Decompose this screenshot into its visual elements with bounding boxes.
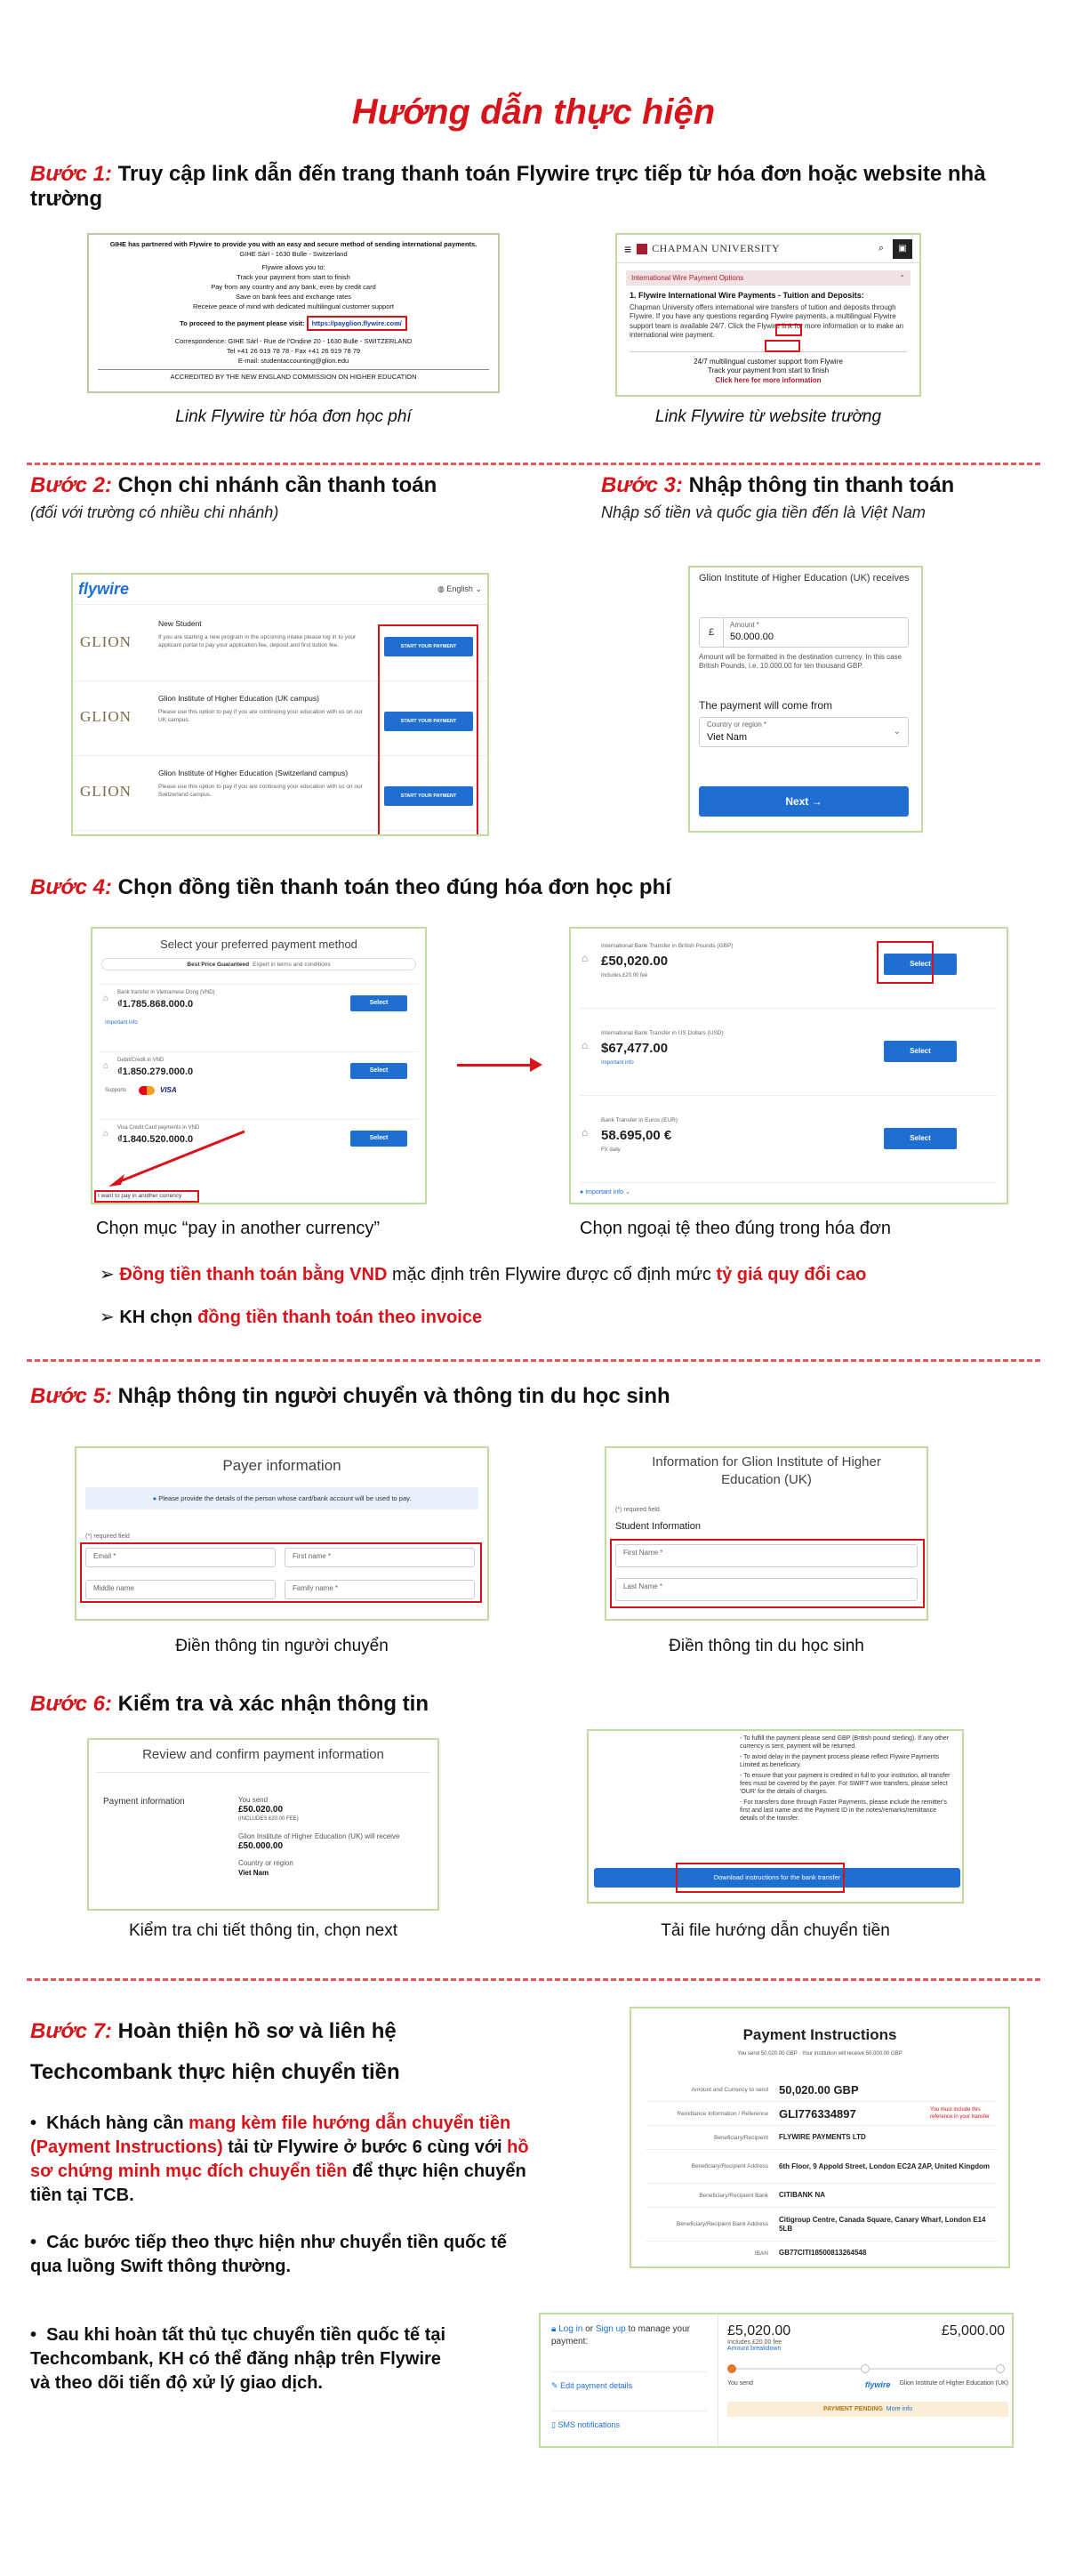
- globe-icon: ◍: [437, 584, 445, 593]
- country-value: Viet Nam: [707, 732, 748, 743]
- highlight-box: [775, 324, 802, 336]
- option-kind: International Bank Transfer in US Dollars (USD): [601, 1030, 724, 1036]
- b1-pre: Khách hàng cần: [46, 2113, 189, 2133]
- highlight-box: [80, 1542, 482, 1603]
- invoice-flywire-link[interactable]: https://payglion.flywire.com/: [307, 316, 407, 331]
- option-amount: ₫1.785.868.000.0: [117, 999, 194, 1010]
- bullet-dot-icon: •: [30, 2113, 47, 2133]
- pi-key: Beneficiary/Recipient Bank Address: [677, 2221, 768, 2227]
- pi-hint: You must include this reference in your transfer: [930, 2107, 991, 2120]
- bullet-arrow-icon: ➢: [100, 1265, 115, 1284]
- step1-caption-left: Link Flywire từ hóa đơn học phí: [175, 407, 412, 426]
- country-value: Viet Nam: [238, 1869, 269, 1877]
- pi-key: Remittance Information / Reference: [677, 2110, 768, 2117]
- pi-title: Payment Instructions: [742, 2026, 897, 2043]
- language-label: English: [446, 584, 473, 593]
- start-payment-button[interactable]: START YOUR PAYMENT: [384, 786, 473, 806]
- invoice-line: Pay from any country and any bank, even by credit card: [211, 283, 376, 291]
- campus-selection-screenshot: [71, 573, 489, 836]
- edit-details-link[interactable]: [551, 2371, 707, 2391]
- campus-title: Glion Institute of Higher Education (UK campus): [158, 694, 319, 703]
- option-amount: 58.695,00 €: [601, 1128, 672, 1143]
- tracking-fee: Includes £20.00 fee: [727, 2339, 782, 2346]
- tracking-sent-amount: £5,020.00: [727, 2323, 791, 2339]
- amount-input[interactable]: [699, 617, 909, 648]
- tracking-received-amount: £5,000.00: [941, 2323, 1005, 2339]
- language-selector[interactable]: ◍ English ⌄: [437, 584, 482, 593]
- tracking-screenshot: [539, 2313, 1014, 2448]
- pi-key: Amount and Currency to send: [691, 2086, 768, 2093]
- pi-value: CITIBANK NA: [779, 2191, 825, 2199]
- mastercard-icon: [139, 1086, 155, 1095]
- progress-track: [727, 2361, 1008, 2379]
- signup-link[interactable]: Sign up: [595, 2324, 626, 2334]
- payer-info-title: Payer information: [222, 1457, 341, 1474]
- invoice-line: Track your payment from start to finish: [237, 273, 350, 281]
- middle-name-label: Middle name: [93, 1584, 134, 1592]
- login-link[interactable]: Log in: [558, 2324, 583, 2334]
- manage-label: to manage your payment:: [551, 2324, 690, 2347]
- pay-another-currency-link[interactable]: I want to pay in another currency: [98, 1193, 182, 1199]
- note1-red2: tỷ giá quy đổi cao: [716, 1265, 867, 1284]
- website-track: Track your payment from start to finish: [707, 366, 830, 374]
- best-price-label: Best Price Guaranteed: [187, 961, 250, 968]
- lock-icon: 🔒︎: [551, 2324, 557, 2334]
- currency-symbol: £: [709, 627, 715, 638]
- student-info-title: Information for Glion Institute of Higher Education (UK): [652, 1454, 881, 1487]
- instruction-line: - To fulfill the payment please send GBP (British pound sterling). If any other currency is sent, payment will be returned.: [740, 1735, 950, 1750]
- option-note: Important info: [601, 1060, 634, 1066]
- flywire-logo: flywire: [864, 2380, 891, 2389]
- select-button[interactable]: Select: [350, 995, 407, 1011]
- email-label: Email *: [93, 1552, 116, 1560]
- you-send-label: You send: [238, 1796, 269, 1804]
- pi-row: [646, 2150, 998, 2184]
- campus-title: Glion Institute of Higher Education (Switzerland campus): [158, 769, 349, 777]
- website-body: Chapman University offers international wire transfers of tuition and deposits through Flywire. If you have any questions regarding Flywire payments, a multilingual Flywire support team is available 24/7. Click the Flywire link for more information or to make an international wire payment.: [630, 302, 904, 339]
- download-instructions-button[interactable]: Download instructions for the bank transfer: [594, 1868, 960, 1888]
- option-note: Includes £20.00 fee: [601, 973, 648, 978]
- step7-bullet-1: [30, 2112, 537, 2208]
- payer-info-note-text: Please provide the details of the person whose card/bank account will be used to pay.: [158, 1494, 412, 1502]
- important-info-link[interactable]: ● Important info ⌄: [580, 1189, 630, 1195]
- highlight-box: [610, 1539, 925, 1608]
- b1-red1: mang kèm file hướng dẫn chuyển tiền (Payment Instructions): [30, 2113, 511, 2157]
- instruction-line: - To ensure that your payment is credited in full to your institution, all transfer fees must be covered by the payer. For SWIFT wire transfers, please select 'OUR' for the details of charges.: [740, 1773, 951, 1795]
- sms-notifications-link[interactable]: [551, 2411, 707, 2430]
- sms-label: SMS notifications: [558, 2420, 620, 2429]
- payer-info-note: [85, 1487, 478, 1509]
- invoice-line: GIHE has partnered with Flywire to provide you with an easy and secure method of sending international payments.: [109, 240, 477, 248]
- currency-options-screenshot: [569, 927, 1008, 1204]
- note2-pre: KH chọn: [119, 1308, 198, 1327]
- payment-option: [100, 1051, 418, 1103]
- student-info-screenshot: [605, 1446, 928, 1621]
- chapman-brand: CHAPMAN UNIVERSITY: [652, 242, 781, 254]
- option-extra: Important info: [105, 1020, 138, 1026]
- bullet-dot-icon: •: [30, 2325, 47, 2345]
- option-amount: ₫1.840.520.000.0: [117, 1134, 194, 1145]
- next-button[interactable]: Next →: [699, 786, 909, 817]
- step1-heading: [30, 162, 1053, 212]
- receives-label: Glion Institute of Higher Education (UK) receives: [699, 573, 910, 584]
- campus-title: New Student: [158, 619, 202, 628]
- step2-heading: [30, 473, 437, 498]
- menu-icon[interactable]: ≡: [624, 241, 632, 256]
- tracking-login-prompt: [551, 2323, 707, 2348]
- currency-option: [580, 938, 998, 1009]
- step5-heading: [30, 1384, 670, 1409]
- progress-dot: [861, 2364, 870, 2373]
- note2-red: đồng tiền thanh toán theo invoice: [197, 1308, 483, 1327]
- step2-text: Chọn chi nhánh cần thanh toán: [117, 473, 437, 497]
- invoice-screenshot: [87, 233, 500, 393]
- pi-row: [646, 2102, 998, 2126]
- pi-value: 6th Floor, 9 Appold Street, London EC2A 2AP, United Kingdom: [779, 2161, 991, 2170]
- country-label: Country or region *: [707, 720, 767, 729]
- pi-value: FLYWIRE PAYMENTS LTD: [779, 2133, 866, 2141]
- amount-entry-screenshot: [688, 566, 923, 833]
- pi-value: GB77CITI18500813264548: [779, 2249, 867, 2257]
- step5-caption-right: Điền thông tin du học sinh: [669, 1637, 864, 1655]
- payer-info-screenshot: [75, 1446, 489, 1621]
- invoice-line: Tel +41 26 919 78 78 - Fax +41 26 919 78 79: [226, 347, 361, 355]
- start-payment-button[interactable]: START YOUR PAYMENT: [384, 637, 473, 656]
- invoice-line: ACCREDITED BY THE NEW ENGLAND COMMISSION ON HIGHER EDUCATION: [98, 369, 489, 382]
- best-price-note: Expert in terms and conditions: [253, 961, 331, 968]
- progress-dot: [727, 2364, 736, 2373]
- step3-sub: Nhập số tiền và quốc gia tiền đến là Việt Nam: [601, 503, 926, 521]
- or-label: or: [582, 2324, 596, 2334]
- pi-row: [646, 2242, 998, 2266]
- student-info-label: Student Information: [615, 1521, 702, 1532]
- option-kind: Bank Transfer in Euros (EUR): [601, 1117, 678, 1123]
- step3-heading: [601, 473, 954, 498]
- review-screenshot: [87, 1738, 439, 1911]
- bullet-arrow-icon: ➢: [100, 1308, 115, 1327]
- b1-mid: tải từ Flywire ở bước 6 cùng với: [222, 2137, 508, 2157]
- b1-post: để thực hiện chuyển tiền tại TCB.: [30, 2161, 526, 2205]
- pi-value: 50,020.00 GBP: [779, 2082, 859, 2097]
- right-arrow-icon: [530, 1058, 542, 1072]
- campus-desc: If you are starting a new program in the upcoming intake please log in to your applicant portal to pay your application fee, deposit and first tuition fee.: [158, 634, 357, 648]
- payment-from-label: The payment will come from: [699, 699, 833, 712]
- step4-label: Bước 4:: [30, 875, 112, 899]
- lock-icon[interactable]: ▣: [893, 239, 912, 259]
- payment-method-title: Select your preferred payment method: [160, 938, 357, 951]
- pi-key: Beneficiary/Recipient Address: [691, 2163, 768, 2169]
- step4-note-1: [100, 1263, 989, 1285]
- invoice-line: GIHE Sàrl - 1630 Bulle - Switzerland: [239, 250, 348, 258]
- bank-icon: ⌂: [103, 1061, 109, 1071]
- search-icon[interactable]: ⌕: [878, 243, 884, 254]
- step2-label: Bước 2:: [30, 473, 112, 497]
- chapman-logo-icon: [637, 244, 647, 254]
- bank-icon: ⌂: [582, 952, 589, 964]
- payment-info-label: Payment information: [103, 1797, 185, 1807]
- website-more-link[interactable]: Click here for more information: [715, 375, 822, 384]
- step1-caption-right: Link Flywire từ website trường: [654, 407, 882, 426]
- option-kind: Bank transfer in Vietnamese Dong (VND): [117, 990, 215, 995]
- option-kind: Debit/Credit in VND: [117, 1058, 164, 1063]
- important-info-label: Important info: [585, 1189, 623, 1195]
- bank-icon: ⌂: [103, 994, 109, 1003]
- country-select[interactable]: [699, 717, 909, 747]
- review-title: Review and confirm payment information: [142, 1747, 384, 1762]
- option-amount: $67,477.00: [601, 1041, 669, 1056]
- more-info-link[interactable]: More info: [886, 2406, 912, 2412]
- glion-logo: GLION: [80, 633, 132, 650]
- option-amount: £50,020.00: [601, 954, 669, 969]
- step3-text: Nhập thông tin thanh toán: [688, 473, 955, 497]
- select-button[interactable]: Select: [884, 1128, 957, 1149]
- pi-value: Citigroup Centre, Canada Square, Canary Wharf, London E14 5LB: [779, 2215, 986, 2233]
- instruction-line: - To avoid delay in the payment process please reflect Flywire Payments Limited as beneficiary.: [740, 1754, 939, 1768]
- step5-label: Bước 5:: [30, 1384, 112, 1408]
- option-extra: Supports: [105, 1088, 127, 1093]
- flywire-logo: flywire: [78, 580, 130, 598]
- step7-heading: [30, 2019, 397, 2044]
- payment-status-badge: [727, 2402, 1008, 2417]
- step7-label: Bước 7:: [30, 2019, 112, 2043]
- highlight-box: [676, 1863, 845, 1893]
- step7-text2: Techcombank thực hiện chuyển tiền: [30, 2060, 400, 2084]
- step4-note-2: [100, 1306, 482, 1328]
- instruction-line: - For transfers done through Faster Payments, please include the remitter's first and last name and the Payment ID in the notes/remarks/remittance details of the transfer.: [740, 1799, 947, 1822]
- payment-option: [100, 984, 418, 1035]
- includes-fee: (INCLUDES £20.00 FEE): [238, 1816, 299, 1822]
- step4-caption-left: Chọn mục “pay in another currency”: [96, 1219, 381, 1238]
- step6-caption-left: Kiểm tra chi tiết thông tin, chọn next: [128, 1921, 398, 1940]
- step7-bullet-2: [30, 2231, 537, 2279]
- option-kind: International Bank Transfer in British Pounds (GBP): [601, 943, 734, 949]
- invoice-line: Flywire allows you to:: [261, 263, 325, 271]
- amount-breakdown-link[interactable]: Amount breakdown: [727, 2346, 782, 2352]
- section-divider: [27, 463, 1040, 465]
- country-label: Country or region: [238, 1859, 293, 1867]
- start-payment-button[interactable]: START YOUR PAYMENT: [384, 712, 473, 731]
- step1-label: Bước 1:: [30, 162, 112, 186]
- step7-bullet-3: [30, 2323, 448, 2395]
- highlight-box: [877, 941, 934, 984]
- step1-text: Truy cập link dẫn đến trang thanh toán Flywire trực tiếp từ hóa đơn hoặc website nhà trường: [30, 162, 986, 211]
- pi-row: [646, 2184, 998, 2208]
- campus-desc: Please use this option to pay if you are continuing your education with us on our UK campus.: [158, 709, 363, 723]
- option-kind: Visa Credit Card payments in VND: [117, 1125, 200, 1131]
- student-last-label: Last Name *: [623, 1582, 663, 1590]
- payment-status: PAYMENT PENDING: [823, 2406, 883, 2412]
- section-divider: [27, 1978, 1040, 1981]
- pencil-icon: ✎: [551, 2381, 558, 2390]
- highlight-box: [378, 624, 478, 836]
- step2-sub: (đối với trường có nhiều chi nhánh): [30, 503, 279, 521]
- family-name-label: Family name *: [293, 1584, 339, 1592]
- you-send-amount: £50.020.00: [238, 1805, 284, 1815]
- bullet-dot-icon: •: [30, 2233, 47, 2252]
- section-divider: [27, 1359, 1040, 1362]
- bank-icon: ⌂: [103, 1129, 109, 1139]
- option-note: FX daily: [601, 1147, 621, 1153]
- amount-value: 50.000.00: [730, 632, 774, 642]
- required-note: (*) required field: [615, 1507, 660, 1513]
- receive-label: Glion Institute of Higher Education (UK) will receive: [238, 1832, 400, 1840]
- option-amount: ₫1.850.279.000.0: [117, 1067, 194, 1077]
- bank-icon: ⌂: [582, 1039, 589, 1051]
- wire-options-label: International Wire Payment Options: [631, 274, 744, 282]
- you-send-label: You send: [727, 2380, 753, 2387]
- destination-label: Glion Institute of Higher Education (UK): [899, 2380, 1008, 2387]
- website-support: 24/7 multilingual customer support from Flywire: [694, 357, 843, 366]
- step6-caption-right: Tải file hướng dẫn chuyển tiền: [661, 1921, 890, 1940]
- amount-label: Amount *: [730, 621, 759, 629]
- highlight-box: [765, 340, 800, 352]
- step4-text: Chọn đồng tiền thanh toán theo đúng hóa đơn học phí: [117, 875, 671, 899]
- select-button[interactable]: Select: [884, 1041, 957, 1062]
- invoice-line: E-mail: studentaccounting@glion.edu: [237, 357, 349, 365]
- pi-key: Beneficiary/Recipient Bank: [699, 2192, 768, 2199]
- wire-options-bar[interactable]: [626, 270, 911, 286]
- campus-desc: Please use this option to pay if you are continuing your education with us on our Switzerland campus.: [158, 784, 363, 798]
- invoice-line: Receive peace of mind with dedicated multilingual customer support: [193, 302, 394, 310]
- glion-logo: GLION: [80, 783, 132, 800]
- chevron-down-icon: ⌄: [893, 727, 901, 737]
- currency-option: [580, 1112, 998, 1183]
- chapman-website-screenshot: [615, 233, 921, 397]
- step5-text: Nhập thông tin người chuyển và thông tin du học sinh: [117, 1384, 670, 1408]
- step6-text: Kiểm tra và xác nhận thông tin: [117, 1692, 429, 1716]
- student-first-label: First Name *: [623, 1549, 663, 1557]
- pointer-arrow-icon: [98, 1130, 249, 1192]
- progress-dot: [996, 2364, 1005, 2373]
- step7-text: Hoàn thiện hồ sơ và liên hệ: [117, 2019, 397, 2043]
- required-note: (*) required field: [85, 1534, 130, 1540]
- first-name-label: First name *: [293, 1552, 332, 1560]
- bank-icon: ⌂: [582, 1126, 589, 1139]
- visa-icon: VISA: [160, 1086, 177, 1094]
- glion-logo: GLION: [80, 708, 132, 725]
- b3-text: Sau khi hoàn tất thủ tục chuyển tiền quốc tế tại Techcombank, KH có thể đăng nhập trên Flywire và theo dõi tiến độ xử lý giao dịch.: [30, 2325, 446, 2393]
- step4-caption-right: Chọn ngoại tệ theo đúng trong hóa đơn: [580, 1219, 892, 1238]
- b1-red2: hồ sơ chứng minh mục đích chuyển tiền: [30, 2137, 529, 2181]
- pi-key: Beneficiary/Recipient: [713, 2134, 768, 2141]
- currency-option: [580, 1025, 998, 1096]
- pi-key: IBAN: [754, 2250, 768, 2257]
- step6-label: Bước 6:: [30, 1692, 112, 1716]
- best-price-bar: [101, 958, 416, 970]
- b2-text: Các bước tiếp theo thực hiện như chuyển tiền quốc tế qua luồng Swift thông thường.: [30, 2233, 507, 2276]
- note1-mid: mặc định trên Flywire được cố định mức: [387, 1265, 717, 1284]
- download-instructions-screenshot: [587, 1729, 964, 1904]
- website-heading: 1. Flywire International Wire Payments - Tuition and Deposits:: [630, 291, 864, 300]
- chevron-up-icon: ⌃: [899, 274, 905, 282]
- right-arrow-line: [457, 1064, 532, 1067]
- select-button[interactable]: Select: [350, 1063, 407, 1079]
- page-title: Hướng dẫn thực hiện: [351, 93, 716, 132]
- step5-caption-left: Điền thông tin người chuyển: [175, 1637, 389, 1655]
- invoice-line: Save on bank fees and exchange rates: [235, 293, 352, 301]
- pi-subtitle: You send 50,020.00 GBP · Your institution will receive 50,000.00 GBP: [737, 2051, 903, 2057]
- pi-row: [646, 2078, 998, 2102]
- select-button[interactable]: Select: [884, 954, 957, 975]
- step3-label: Bước 3:: [601, 473, 683, 497]
- pi-row: [646, 2208, 998, 2242]
- pi-value: GLI776334897: [779, 2106, 856, 2121]
- pi-row: [646, 2126, 998, 2150]
- invoice-proceed: To proceed to the payment please visit:: [180, 319, 305, 327]
- payment-instructions-screenshot: [630, 2007, 1010, 2268]
- note1-red: Đồng tiền thanh toán bằng VND: [119, 1265, 388, 1284]
- amount-note: Amount will be formatted in the destination currency. In this case British Pounds, i.e. 10.000.00 for ten thousand GBP.: [699, 653, 902, 670]
- info-icon: ●: [152, 1494, 157, 1502]
- edit-details-label: Edit payment details: [560, 2381, 633, 2390]
- phone-icon: ▯: [551, 2420, 556, 2429]
- step6-heading: [30, 1692, 429, 1717]
- receive-amount: £50.000.00: [238, 1841, 284, 1851]
- select-button[interactable]: Select: [350, 1131, 407, 1147]
- invoice-line: Correspondence: GIHE Sàrl - Rue de l'Ondine 20 - 1630 Bulle - SWITZERLAND: [174, 337, 413, 345]
- step4-heading: [30, 875, 671, 900]
